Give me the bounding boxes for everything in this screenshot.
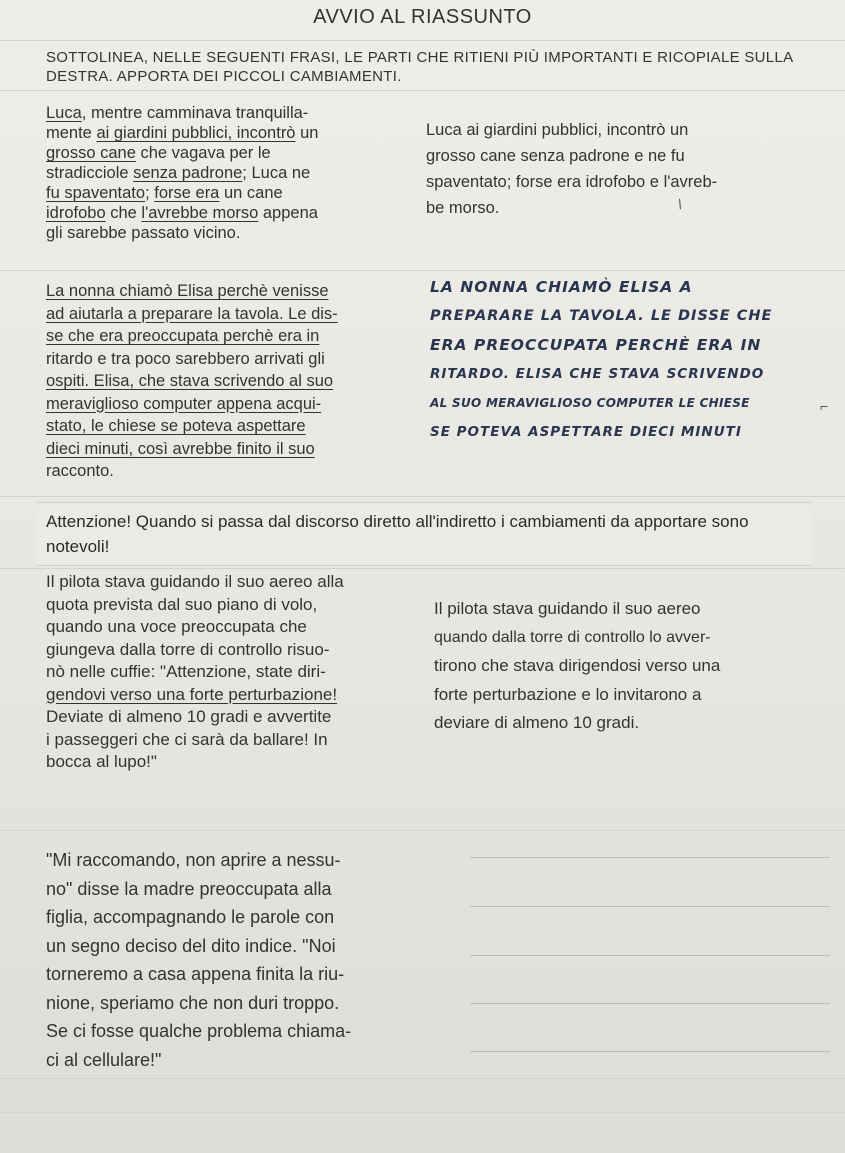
- ruled-line: [0, 1078, 845, 1079]
- text-line: gli sarebbe passato vicino.: [46, 224, 241, 242]
- text-line: stradicciole senza padrone; Luca ne: [46, 164, 311, 182]
- answer-line: Il pilota stava guidando il suo aereo: [434, 599, 701, 618]
- ruled-line: [0, 90, 845, 91]
- text-line: ospiti. Elisa, che stava scrivendo al suo: [46, 372, 334, 390]
- ruled-line: [0, 830, 845, 831]
- text-line: i passeggeri che ci sarà da ballare! In: [46, 729, 328, 749]
- answer-line: be morso.: [426, 199, 500, 217]
- exercise-2-text: [46, 280, 416, 483]
- text-line: grosso cane che vagava per le: [46, 144, 271, 162]
- text-line: meraviglioso computer appena acqui-: [46, 394, 322, 413]
- instructions: SOTTOLINEA, NELLE SEGUENTI FRASI, LE PARTI CHE RITIENI PIÙ IMPORTANTI E RICOPIALE SULLA DESTRA. APPORTA DEI PICCOLI CAMBIAMENTI.: [46, 49, 793, 85]
- answer-blank-line: [470, 955, 830, 956]
- text-line: ad aiutarla a preparare la tavola. Le dis-: [46, 304, 338, 323]
- answer-line: forte perturbazione e lo invitarono a: [434, 684, 702, 704]
- answer-line: Luca ai giardini pubblici, incontrò un: [426, 121, 689, 139]
- ruled-line: [0, 568, 845, 569]
- exercise-1-text: [46, 103, 416, 243]
- handwritten-line: LA NONNA CHIAMÒ ELISA A: [430, 278, 693, 296]
- exercise-1-answer: [426, 117, 826, 221]
- text-line: bocca al lupo!": [46, 752, 157, 771]
- text-line: "Mi raccomando, non aprire a nessu-: [46, 850, 341, 870]
- exercise-3-text: [46, 571, 441, 774]
- handwritten-line: PREPARARE LA TAVOLA. LE DISSE CHE: [430, 308, 773, 324]
- text-line: racconto.: [46, 462, 114, 480]
- text-line: nò nelle cuffie: "Attenzione, state diri-: [46, 662, 326, 681]
- handwritten-line: ERA PREOCCUPATA PERCHÈ ERA IN: [430, 336, 762, 354]
- handwritten-line: SE POTEVA ASPETTARE DIECI MINUTI: [430, 424, 742, 440]
- text-line: Il pilota stava guidando il suo aereo alla: [46, 572, 344, 591]
- answer-line: deviare di almeno 10 gradi.: [434, 713, 640, 732]
- text-line: Deviate di almeno 10 gradi e avvertite: [46, 707, 332, 726]
- answer-line: quando dalla torre di controllo lo avver-: [434, 628, 711, 646]
- text-line: Luca, mentre camminava tranquilla-: [46, 104, 309, 122]
- text-line: gendovi verso una forte perturbazione!: [46, 684, 338, 704]
- ruled-line: [0, 1112, 845, 1113]
- exercise-4-text: [46, 846, 466, 1074]
- text-line: fu spaventato; forse era un cane: [46, 184, 283, 202]
- answer-blank-line: [470, 857, 830, 858]
- answer-blank-line: [470, 906, 830, 907]
- ruled-line: [0, 270, 845, 271]
- text-line: dieci minuti, così avrebbe finito il suo: [46, 439, 315, 458]
- pencil-mark: /: [675, 195, 685, 213]
- handwritten-line: RITARDO. ELISA CHE STAVA SCRIVENDO: [430, 366, 765, 382]
- answer-line: tirono che stava dirigendosi verso una: [434, 656, 721, 675]
- answer-blank-line: [470, 1003, 830, 1004]
- notice-text: Attenzione! Quando si passa dal discorso diretto all'indiretto i cambiamenti da apportare sono notevoli!: [46, 512, 749, 556]
- text-line: nione, speriamo che non duri troppo.: [46, 992, 340, 1013]
- answer-blank-line: [470, 1051, 830, 1052]
- text-line: torneremo a casa appena finita la riu-: [46, 964, 345, 984]
- notice-box: [38, 502, 810, 566]
- text-line: quota prevista dal suo piano di volo,: [46, 594, 318, 614]
- text-line: stato, le chiese se poteva aspettare: [46, 417, 306, 435]
- text-line: figlia, accompagnando le parole con: [46, 907, 335, 927]
- exercise-3-answer: [434, 595, 829, 738]
- text-line: un segno deciso del dito indice. "Noi: [46, 935, 336, 956]
- ruled-line: [0, 40, 845, 41]
- exercise-2-handwritten-answer: [430, 273, 830, 447]
- text-line: Se ci fosse qualche problema chiama-: [46, 1021, 352, 1041]
- text-line: no" disse la madre preoccupata alla: [46, 878, 332, 899]
- text-line: giungeva dalla torre di controllo risuo-: [46, 639, 330, 659]
- text-line: ci al cellulare!": [46, 1049, 162, 1070]
- ruled-line: [0, 496, 845, 497]
- text-line: se che era preoccupata perchè era in: [46, 327, 320, 345]
- text-line: quando una voce preoccupata che: [46, 617, 307, 636]
- text-line: La nonna chiamò Elisa perchè venisse: [46, 282, 329, 300]
- pencil-mark: ⌐: [820, 398, 829, 414]
- text-line: idrofobo che l'avrebbe morso appena: [46, 204, 318, 222]
- answer-line: grosso cane senza padrone e ne fu: [426, 147, 685, 165]
- text-line: ritardo e tra poco sarebbero arrivati gli: [46, 349, 325, 368]
- handwritten-line: AL SUO MERAVIGLIOSO COMPUTER LE CHIESE: [430, 396, 750, 410]
- page-title: AVVIO AL RIASSUNTO: [313, 6, 532, 28]
- answer-line: spaventato; forse era idrofobo e l'avreb-: [426, 173, 718, 191]
- text-line: mente ai giardini pubblici, incontrò un: [46, 124, 319, 142]
